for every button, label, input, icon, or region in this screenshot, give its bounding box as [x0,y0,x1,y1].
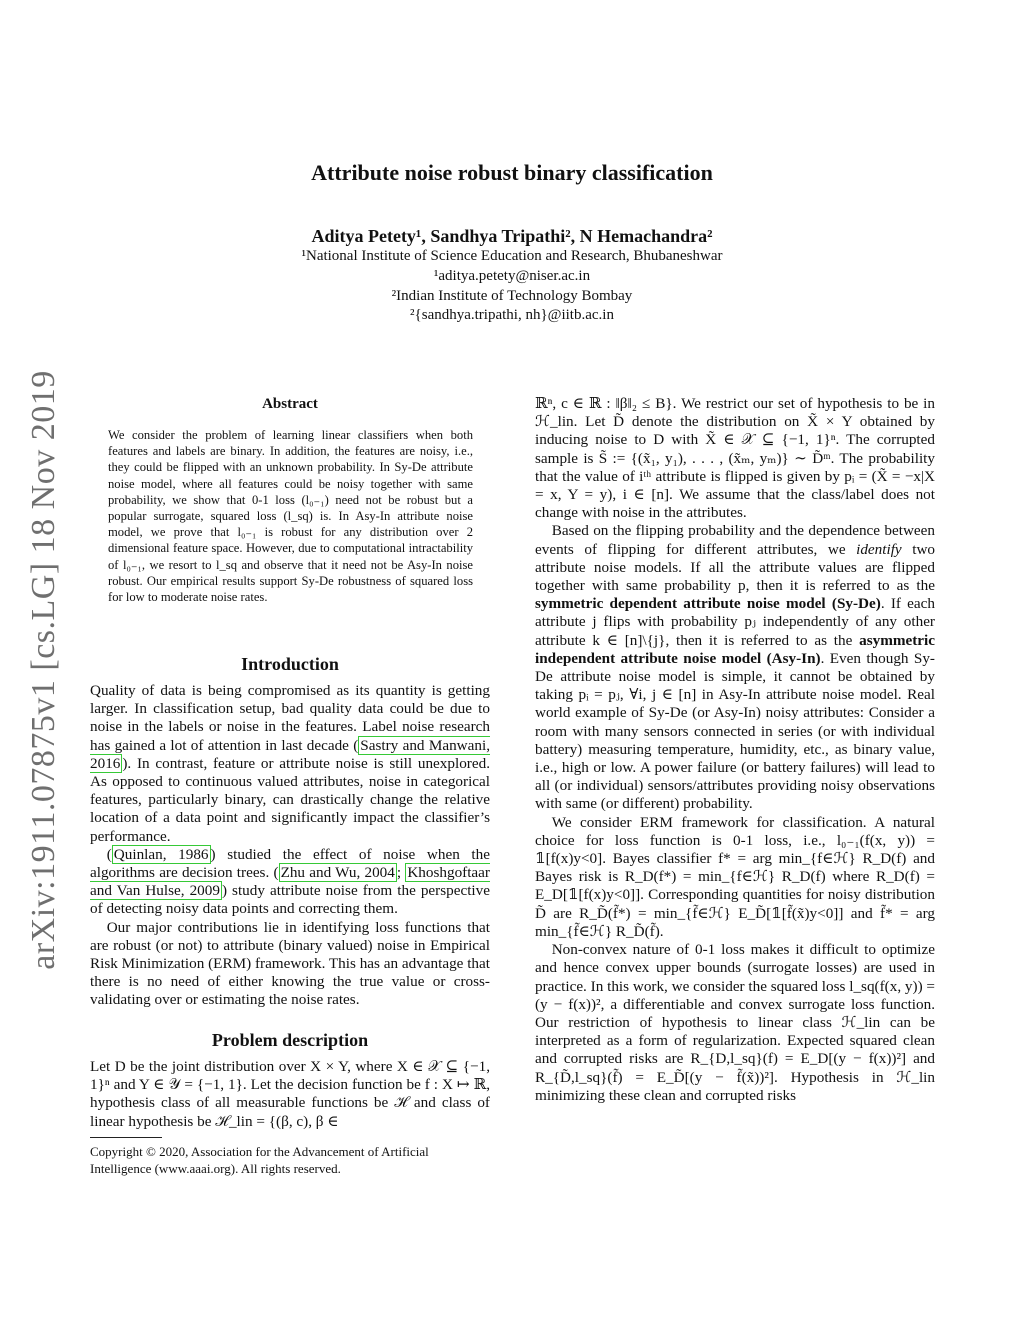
arxiv-side-label [14,360,74,980]
introduction-body [90,682,490,1010]
copyright-footnote: Copyright © 2020, Association for the Advancement of Artificial Intelligence (www.aaai.org). All rights reserved. [90,1144,429,1176]
abstract-heading: Abstract [262,396,318,412]
paper-title: Attribute noise robust binary classification [311,160,713,185]
email-2: ²{sandhya.tripathi, nh}@iitb.ac.in [410,307,614,323]
right-paragraph-4: Non-convex nature of 0-1 loss makes it difficult to optimize and hence convex upper bounds (surrogate losses) are used in practice. In this work, we consider the squared loss l_sq(f(x, y)) = (y − f(x))², a differentiable and convex surrogate loss function. Our restriction of hypothesis to linear class ℋ_lin can be interpreted as a form of regularization. Expected squared clean and corrupted risks are R_{D,l_sq}(f) = E_D[(y − f(x))²] and R_{D̃,l_sq}(f̃) = E_D̃[(y − f̃(x̃))²]. Hypothesis in ℋ_lin minimizing these clean and corrupted risks [535,941,935,1104]
citation-khoshgoftaar[interactable]: Khoshgoftaar and Van Hulse, 2009 [90,864,490,900]
problem-body [90,1058,490,1131]
problem-paragraph-1: Let D be the joint distribution over X × Y, where X ∈ 𝒳 ⊆ {−1, 1}ⁿ and Y ∈ 𝒴 = {−1, 1}. Let the decision function be f : X ↦ ℝ, hypothesis class of all measurable functions be ℋ and class of linear hypothesis be ℋ_lin = {(β, c), β ∈ [90,1058,490,1130]
intro-paragraph-3: Our major contributions lie in identifying loss functions that are robust (or not) to attribute (binary valued) noise in Empirical Risk Minimization (ERM) framework. This has an advantage that there is no need of either knowing the true value or cross-validating over or estimating the noise rates. [90,918,490,1009]
author-list: Aditya Petety¹, Sandhya Tripathi², N Hemachandra² [311,226,713,246]
footnote-rule [90,1137,162,1138]
intro-paragraph-1: Quality of data is being compromised as its quantity is getting larger. In classification setup, bad quality data could be due to noise in the labels or noise in the features. Label noise research has gained a lot of attention in last decade ( Sastry and Manwani, 2016 ). In contrast, feature or attribute noise is still unexplored. As opposed to continuous valued attributes, noise in categorical features, particularly binary, can drastically change the relative location of a data point and significantly impact the classifier’s performance. [90,682,490,845]
citation-zhu-wu[interactable]: Zhu and Wu, 2004 [280,864,395,882]
introduction-heading: Introduction [241,654,339,674]
affiliation-2: ²Indian Institute of Technology Bombay [391,288,633,304]
email-1: ¹aditya.petety@niser.ac.in [433,268,591,284]
citation-sastry-manwani[interactable]: Sastry and Manwani, 2016 [90,736,490,772]
abstract-body: We consider the problem of learning linear classifiers when both features and labels are binary. In addition, the features are noisy, i.e., they could be flipped with an unknown probability. In Sy-De attribute noise model, where all features could be noisy together with same probability, we show that 0-1 loss (l₀₋₁) need not be robust but a popular surrogate, squared loss (l_sq) is. In Asy-In attribute noise model, we prove that l₀₋₁ is robust for any distribution over 2 dimensional feature space. However, due to computational intractability of l₀₋₁, we resort to l_sq and observe that it need not be Asy-In noise robust. Our empirical results support Sy-De robustness of squared loss for low to moderate noise rates. [108,428,473,605]
intro-paragraph-2: ( Quinlan, 1986 ) studied the effect of noise when the algorithms are decision trees. ( Zhu and Wu, 2004 ; Khoshgoftaar and Van Hulse, 2009 ) study attribute noise from the perspective of detecting noisy data points and correcting them. [90,845,490,918]
right-paragraph-2: Based on the flipping probability and the dependence between events of flipping for different attributes, we identify two attribute noise models. If all the attribute values are flipped together with same probability p, then it is referred to as the symmetric dependent attribute noise model (Sy-De). If each attribute j flips with probability pⱼ independently of any other attribute k ∈ [n]\{j}, then it is referred to as the asymmetric independent attribute noise model (Asy-In). Even though Sy-De attribute noise model is simple, it cannot be obtained by taking pᵢ = pⱼ, ∀i, j ∈ [n] in Asy-In attribute noise model. Real world example of Sy-De (or Asy-In) noisy attributes: Consider a room with many sensors connected in series (or with individual battery) measuring temperature, humidity, etc., as binary value, i.e., high or low. A power failure (or battery failures) will lead to all (or individual) sensors/attributes providing noisy observations with same (or different) probability. [535,522,935,813]
citation-quinlan[interactable]: Quinlan, 1986 [113,845,209,863]
right-paragraph-1: ℝⁿ, c ∈ ℝ : ‖β‖₂ ≤ B}. We restrict our set of hypothesis to be in ℋ_lin. Let D̃ denote the distribution on X̃ × Y obtained by inducing noise to D with X̃ ∈ 𝒳 ⊆ {−1, 1}ⁿ. The corrupted sample is S̃ := {(x̃₁, y₁), . . . , (x̃ₘ, yₘ)} ∼ D̃ᵐ. The probability that the value of iᵗʰ attribute is flipped is given by pᵢ = (X̃ = −x|X = x, Y = y), i ∈ [n]. We assume that the class/label does not change with noise in the attributes. [535,395,935,522]
problem-heading: Problem description [211,1030,369,1050]
arxiv-id-text: arXiv:1911.07875v1 [cs.LG] 18 Nov 2019 [25,370,62,970]
affiliation-1: ¹National Institute of Science Education and Research, Bhubaneshwar [301,248,723,264]
right-paragraph-3: We consider ERM framework for classification. A natural choice for loss function is 0-1 loss, i.e., l₀₋₁(f(x, y)) = 𝟙[f(x)y<0]. Bayes classifier f* = arg min_{f∈ℋ} R_D(f) and Bayes risk is R_D(f*) = min_{f∈ℋ} R_D(f) where R_D(f) = E_D[𝟙[f(x)y<0]]. Corresponding quantities for noisy distribution D̃ are R_D̃(f̃*) = min_{f̃∈ℋ} E_D̃[𝟙[f̃(x̃)y<0]] and f̃* = arg min_{f̃∈ℋ} R_D̃(f̃). [535,813,935,940]
right-column [535,395,935,1105]
